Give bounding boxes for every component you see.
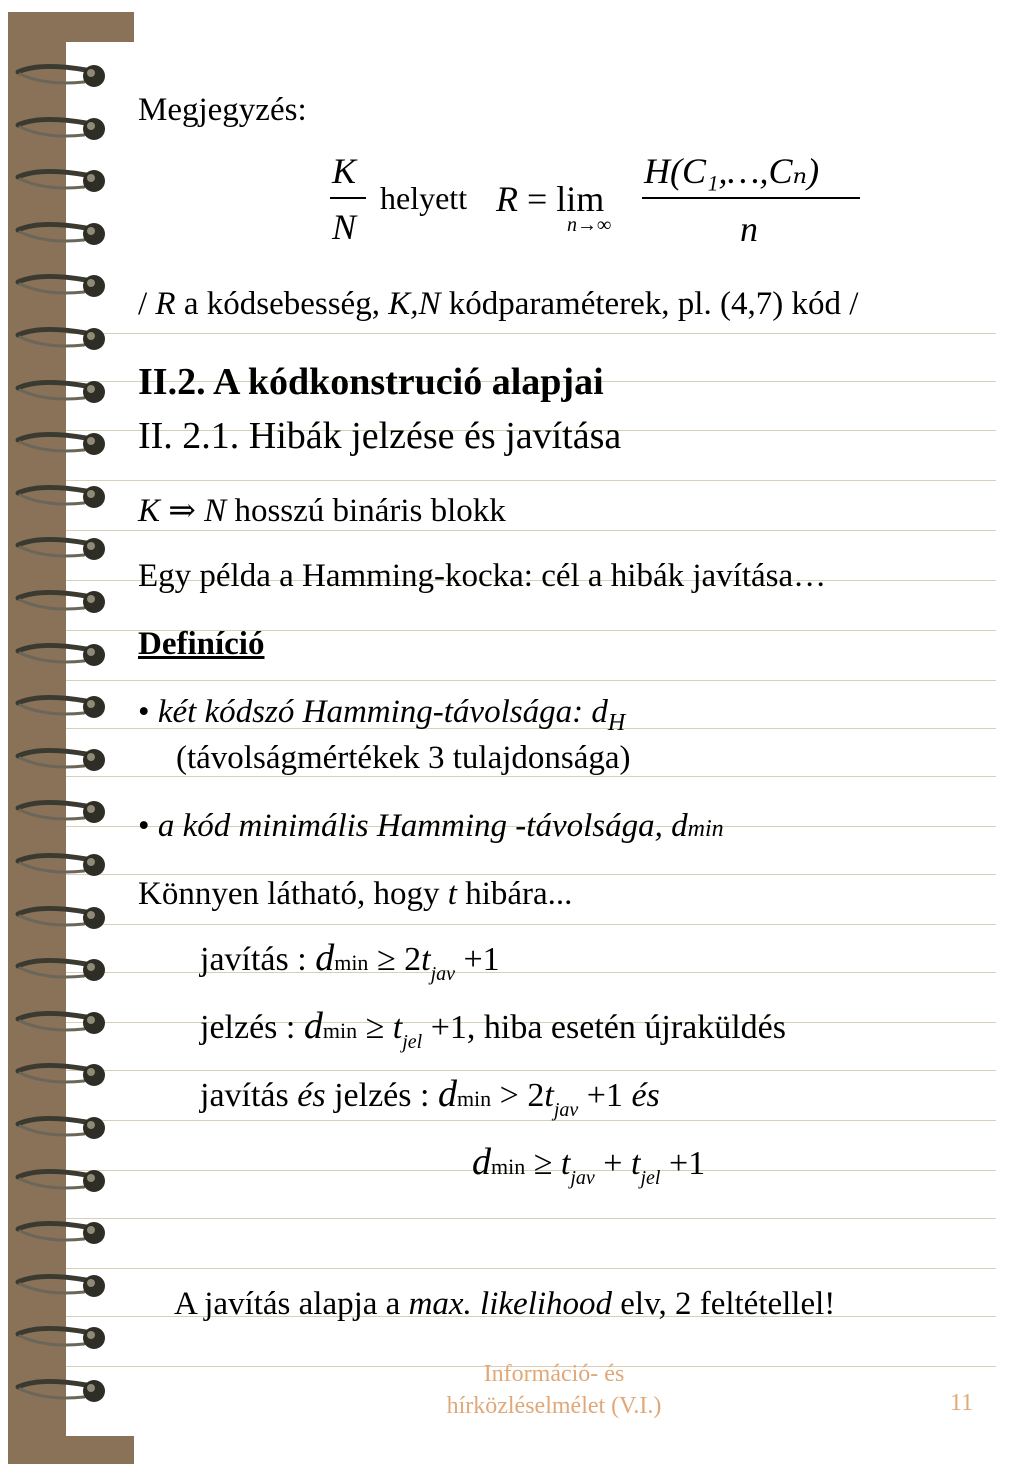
note-label: Megjegyzés: [138, 92, 307, 128]
kn-line-text: hosszú bináris blokk [234, 493, 506, 529]
bullet1-sub: H [607, 710, 626, 736]
es-word: és [631, 1077, 660, 1114]
ge-symbol: ≥ [376, 941, 396, 978]
spiral-ring-icon [0, 531, 120, 571]
min-sub: min [491, 1154, 526, 1179]
footer-title-line1: Információ- és [483, 1361, 625, 1387]
footer-title [424, 1358, 684, 1422]
gt-symbol: > [499, 1077, 519, 1114]
spiral-ring-icon [0, 1163, 120, 1203]
ruled-line [66, 333, 996, 334]
spiral-ring-icon [0, 1268, 120, 1308]
lim-subscript: n→∞ [567, 214, 612, 236]
page-number: 11 [950, 1390, 974, 1416]
d-symbol: d [472, 1141, 491, 1183]
spiral-ring-icon [0, 479, 120, 519]
formula-javitas [200, 936, 500, 985]
retry-text: , hiba esetén újraküldés [466, 1009, 787, 1046]
easy-text2: hibára... [465, 876, 573, 912]
conclusion-text2: elv, 2 feltétellel! [620, 1286, 836, 1322]
formula-combined [472, 1140, 706, 1189]
spiral-ring-icon [0, 111, 120, 151]
spiral-ring-icon [0, 794, 120, 834]
min-sub: min [456, 1086, 492, 1111]
plus-one: +1 [463, 941, 500, 978]
spiral-ring-icon [0, 268, 120, 308]
formula-jelzes [200, 1004, 787, 1053]
spiral-ring-icon [0, 742, 120, 782]
spiral-ring-icon [0, 1005, 120, 1045]
t-symbol: t [630, 1145, 641, 1182]
d-symbol: d [315, 937, 335, 979]
min-sub: min [334, 950, 369, 975]
ruled-line [66, 480, 996, 481]
easy-t: t [447, 876, 457, 912]
ruled-line [66, 680, 996, 681]
formula-label-es: és [297, 1077, 326, 1114]
footer-title-line2: hírközléselmélet (V.I.) [446, 1393, 662, 1419]
bullet2-text: a kód minimális Hamming -távolsága, d [157, 808, 688, 844]
bullet1-text: két kódszó Hamming-távolsága: d [157, 694, 608, 730]
kn-symbols: K,N [388, 286, 441, 322]
bullet-icon: • [138, 694, 150, 730]
helyett-word: helyett [380, 180, 468, 216]
formula-javitas-es-jelzes [200, 1072, 660, 1121]
k-symbol: K [138, 493, 161, 529]
spiral-ring-icon [0, 847, 120, 887]
d-symbol: d [437, 1073, 457, 1115]
spiral-ring-icon [0, 58, 120, 98]
example-line: Egy példa a Hamming-kocka: cél a hibák javítása… [138, 558, 827, 594]
jav-sub: jav [430, 963, 455, 985]
ruled-line [66, 924, 996, 925]
plus-symbol: + [603, 1145, 623, 1182]
easy-line [138, 876, 572, 913]
ruled-line [66, 1070, 996, 1071]
t-symbol: t [560, 1145, 571, 1182]
spiral-ring-icon [0, 1057, 120, 1097]
spiral-ring-icon [0, 163, 120, 203]
bullet-min-distance [138, 808, 724, 845]
two: 2 [404, 941, 422, 978]
spiral-ring-icon [0, 1373, 120, 1413]
spiral-ring-icon [0, 1215, 120, 1255]
jav-sub: jav [553, 1099, 579, 1121]
spiral-ring-icon [0, 689, 120, 729]
spiral-ring-icon [0, 900, 120, 940]
rate-numerator: H(C₁,…,Cₙ) [644, 151, 820, 191]
conclusion [174, 1286, 835, 1323]
formula-label: jelzés : [200, 1009, 296, 1046]
ruled-line [66, 1218, 996, 1219]
section-title: II.2. A kódkonstrució alapjai [138, 361, 604, 403]
kn-line [138, 490, 506, 530]
notebook-page [66, 42, 1006, 1436]
ruled-line [66, 530, 996, 531]
jel-sub: jel [402, 1031, 423, 1053]
frac-k: K [332, 151, 357, 191]
ruled-line [66, 1120, 996, 1121]
formula-label-jelzes: jelzés : [334, 1077, 430, 1114]
jav-sub: jav [570, 1167, 595, 1189]
implies-arrow: ⇒ [168, 493, 196, 529]
spiral-ring-icon [0, 374, 120, 414]
ge-symbol: ≥ [365, 1009, 385, 1046]
bullet-icon: • [138, 808, 150, 844]
bullet2-sub: min [687, 816, 724, 842]
plus-one: +1 [586, 1077, 623, 1114]
conclusion-text1: A javítás alapja a [174, 1286, 401, 1322]
formula-label: javítás : [200, 941, 307, 978]
bullet1-note: (távolságmértékek 3 tulajdonsága) [176, 740, 631, 776]
spiral-ring-icon [0, 216, 120, 256]
t-symbol: t [544, 1077, 554, 1114]
conclusion-italic: max. likelihood [408, 1286, 613, 1322]
slash-open: / [138, 286, 148, 322]
spiral-ring-icon [0, 321, 120, 361]
spiral-ring-icon [0, 426, 120, 466]
rate-note-text2: kódparaméterek, pl. (4,7) kód [448, 286, 841, 322]
bullet-hamming-distance [138, 694, 626, 736]
easy-text1: Könnyen látható, hogy [138, 876, 440, 912]
frac-line-kn [330, 197, 366, 199]
frac-n: N [332, 207, 357, 247]
frac-line-rate [642, 197, 860, 199]
two: 2 [527, 1077, 545, 1114]
rate-symbol: R [155, 286, 176, 322]
slash-close: / [849, 286, 859, 322]
plus-one: +1 [668, 1145, 706, 1182]
n-symbol: N [204, 493, 227, 529]
spiral-ring-icon [0, 584, 120, 624]
rate-note-text1: a kódsebesség, [183, 286, 380, 322]
spiral-ring-icon [0, 952, 120, 992]
t-symbol: t [421, 941, 431, 978]
t-symbol: t [392, 1009, 403, 1046]
jel-sub: jel [640, 1167, 661, 1189]
rate-r-lim: R = lim [496, 179, 605, 219]
d-symbol: d [303, 1005, 323, 1047]
plus-one: +1 [430, 1009, 467, 1046]
spiral-ring-icon [0, 1320, 120, 1360]
subsection-title: II. 2.1. Hibák jelzése és javítása [138, 415, 622, 457]
spiral-ring-icon [0, 637, 120, 677]
ge-symbol: ≥ [533, 1145, 553, 1182]
ruled-line [66, 874, 996, 875]
definition-heading: Definíció [138, 626, 265, 662]
rate-denominator: n [740, 209, 758, 249]
formula-label-javitas: javítás [200, 1077, 289, 1114]
rate-note [138, 286, 858, 323]
spiral-ring-icon [0, 1110, 120, 1150]
ruled-line [66, 1268, 996, 1269]
min-sub: min [322, 1018, 358, 1043]
